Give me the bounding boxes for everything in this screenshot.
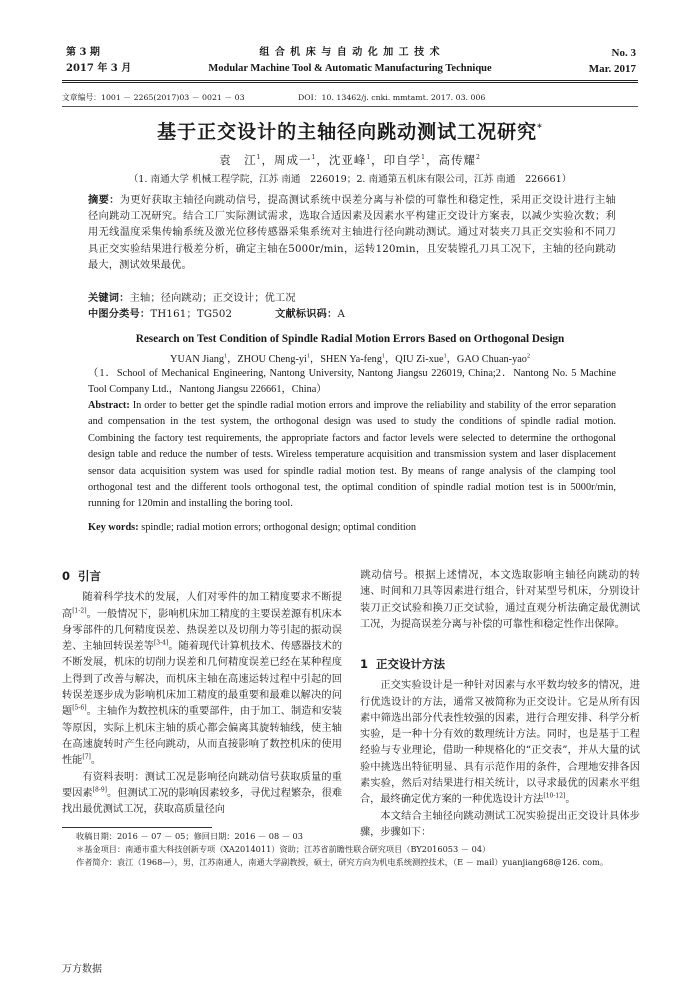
header-issue-en: No. 3 xyxy=(611,47,636,59)
footnote-author: 作者简介：袁江（1968—），男，江苏南通人，南通大学副教授，硕士，研究方向为机电系统测控技术，（E － mail）yuanjiang68@126. com。 xyxy=(76,857,609,867)
author-en: GAO Chuan-yao xyxy=(456,354,527,365)
header-journal-en: Modular Machine Tool & Automatic Manufacturing Technique xyxy=(208,63,492,74)
doc-code: A xyxy=(337,309,346,320)
continued-text: 跳动信号。根据上述情况，本文选取影响主轴径向跳动的转速、时间和刀具等因素进行组合，针对某型号机床，分别设计装刀正交试验和换刀正交试验，通过直观分析法确定最优测试工况，为提高误差分离与补偿的可靠性和稳定性作出保障。 xyxy=(360,570,640,630)
citation: [7] xyxy=(82,753,91,761)
text: 。随着现代计算机技术、传感器技术的不断发展，机床的切削力误差和几何精度误差已经在某种程度上得到了改善与解决，而机床主轴在高速运转过程中引起的回转误差逐步成为影响机床加工精度的最重要和最难以解决的问题 xyxy=(62,641,343,718)
author-aff: 2 xyxy=(526,353,530,360)
author-en: YUAN Jiang xyxy=(170,354,225,365)
abstract-en-text: In order to better get the spindle radial motion errors and improve the reliability and stability of the error separation and compensation in the test system, the orthogonal design was used to study the conditions of spindle radial motion. Combining the factory test requirements, the appropriate factors and factor levels were selected to determine the orthogonal design table and reduce the number of tests. Wireless temperature acquisition and transmission system and laser displacement sensor data acquisition system was used for spindle radial motion test. By means of range analysis of the clamping tool orthogonal test and the different tools orthogonal test, the optimal condition of spindle radial motion test is in 5000r/min, running for 120min and installing the boring tool. xyxy=(88,400,616,510)
author-aff: 1 xyxy=(224,353,228,360)
title-cn-text: 基于正交设计的主轴径向跳动测试工况研究 xyxy=(157,121,538,143)
author-aff: 1 xyxy=(366,154,372,162)
paragraph xyxy=(62,770,342,819)
doc-code-label: 文献标识码： xyxy=(275,308,338,320)
paragraph xyxy=(62,590,342,769)
citation: [3-4] xyxy=(153,639,169,647)
title-en: Research on Test Condition of Spindle Radial Motion Errors Based on Orthogonal Design xyxy=(135,333,565,345)
paragraph-continued xyxy=(360,568,640,650)
affiliations-cn: （1. 南通大学 机械工程学院，江苏 南通 226019；2. 南通第五机床有限公司，江苏 南通 226661） xyxy=(128,174,572,185)
header-date-cn: 2017 年 3 月 xyxy=(66,63,132,74)
right-column xyxy=(360,568,640,841)
author-cn: 袁 江 xyxy=(219,153,257,167)
header-rule xyxy=(62,80,638,81)
author-cn: 沈亚峰 xyxy=(328,153,367,167)
text: 正交实验设计是一种针对因素与水平数均较多的情况，进行优选设计的方法，通常又被简称为正交设计。它是从所有因素中筛选出部分代表性较强的因素，进行合理安排、科学分析实验，是一种十分有效的数理统计方法。同时，也是基于工程经验与专业理论，借助一种规格化的“正交表”，并从大量的试验中挑选出特征明显、具有示范作用的条件，合理地安排各因素实验，然后对结果进行相关统计，以寻求最优的因素水平组合，最终确定优方案的一种优选设计方法 xyxy=(360,680,640,806)
footnotes xyxy=(76,830,636,869)
footnote-received: 收稿日期：2016 － 07 － 05；修回日期：2016 － 08 － 03 xyxy=(76,831,303,841)
classification-cn xyxy=(88,306,616,323)
header-rule-2 xyxy=(62,82,638,83)
author-en: QIU Zi-xue xyxy=(395,354,444,365)
footnote-rule xyxy=(62,827,212,828)
keywords-cn-text: 主轴；径向跳动；正交设计；优工况 xyxy=(129,293,296,304)
footnote-fund: ＊基金项目：南通市重大科技创新专项（XA2014011）资助；江苏省前瞻性联合研究项目（BY2016053 － 04） xyxy=(76,844,491,854)
author-aff: 2 xyxy=(475,154,481,162)
keywords-cn xyxy=(88,290,616,307)
class-code: TH161；TG502 xyxy=(150,309,233,320)
author-en: ZHOU Cheng-yi xyxy=(237,354,307,365)
author-cn: 印自学 xyxy=(383,153,422,167)
text: 有资料表明：测试工况是影响径向跳动信号获取质量的重要因素 xyxy=(62,771,342,799)
text: 。但测试工况的影响因素较多，寻优过程繁杂，很难找出最优测试工况，获取高质量径向 xyxy=(62,787,342,816)
text: 随着科学技术的发展，人们对零件的加工精度要求不断提高 xyxy=(62,592,342,620)
header-date-en: Mar. 2017 xyxy=(588,63,636,75)
title-cn xyxy=(62,117,638,144)
section-0-heading xyxy=(62,568,342,584)
affiliations-en: （1．School of Mechanical Engineering, Nantong University, Nantong Jiangsu 226019, China;2．Nantong No. 5 Machine Tool Company Ltd.，Nantong Jiangsu 226661，China） xyxy=(88,368,616,396)
keywords-en xyxy=(88,520,616,536)
title-footnote-mark: * xyxy=(537,123,543,134)
abstract-cn-label: 摘要： xyxy=(88,194,120,206)
class-label: 中图分类号： xyxy=(88,308,151,320)
abstract-en-label: Abstract: xyxy=(88,400,130,411)
keywords-cn-label: 关键词： xyxy=(88,292,130,304)
citation: [8-9] xyxy=(92,786,107,794)
author-cn: 周成一 xyxy=(274,153,312,167)
author-aff: 1 xyxy=(311,154,317,162)
author-cn: 高传耀 xyxy=(438,153,476,167)
section-number: 0 xyxy=(62,569,71,583)
watermark: 万方数据 xyxy=(62,964,102,975)
section-number: 1 xyxy=(360,657,369,671)
keywords-en-label: Key words: xyxy=(88,522,139,533)
author-aff: 1 xyxy=(256,154,262,162)
keywords-en-text: spindle; radial motion errors; orthogonal design; optimal condition xyxy=(141,522,417,533)
authors-en: YUAN Jiang$^1$，ZHOU Cheng-$yi^1$，SHEN Ya-feng$^1$，QIU Zi-xue$^1$，GAO Chuan-yao$^2$ xyxy=(170,353,530,365)
author-en: SHEN Ya-feng xyxy=(320,354,382,365)
meta-rule xyxy=(62,106,638,107)
header-journal-cn: 组 合 机 床 与 自 动 化 加 工 技 术 xyxy=(259,47,441,58)
author-aff: 1 xyxy=(381,353,385,360)
authors-cn: 袁 江$^1$，周成一$^1$，沈亚峰$^1$，印自学$^1$，高传耀$^2$ xyxy=(219,153,481,167)
section-title: 引言 xyxy=(78,569,102,583)
citation: [10-12] xyxy=(543,792,566,800)
abstract-cn xyxy=(88,192,616,274)
left-column xyxy=(62,568,342,818)
abstract-cn-text: 为更好获取主轴径向跳动信号，提高测试系统中误差分离与补偿的可靠性和稳定性，采用正交设计进行主轴径向跳动工况研究。结合工厂实际测试需求，选取合适因素及因素水平构建正交设计方案表，以减少实验次数；利用无线温度采集传输系统及激光位移传感器采集系统对主轴进行径向跳动测试。通过对装夹刀具正交实验和不同刀具正交实验结果进行极差分析，确定主轴在5000r/min，运转120min，且安装镗孔刀具工况下，主轴的径向跳动最大，测试效果最优。 xyxy=(88,195,616,271)
article-number: 文章编号：1001 － 2265(2017)03 － 0021 － 03 xyxy=(62,93,245,102)
author-aff: 1 xyxy=(421,154,426,162)
author-aff: 1 xyxy=(443,353,447,360)
paragraph xyxy=(360,678,640,808)
citation: [5-6] xyxy=(72,704,87,712)
doi: DOI：10. 13462/j. cnki. mmtamt. 2017. 03. 006 xyxy=(298,93,486,102)
citation: [1-2] xyxy=(72,607,87,615)
text: 。 xyxy=(90,755,102,767)
author-aff: 1 xyxy=(306,353,310,360)
header-issue-cn: 第 3 期 xyxy=(66,47,100,58)
text: 。主轴作为数控机床的重要部件，由于加工、制造和安装等原因，实际上机床主轴的质心都会偏离其旋转轴线，使主轴在高速旋转时产生径向跳动，从而直接影响了数控机床的使用性能 xyxy=(62,706,342,767)
section-title: 正交设计方法 xyxy=(376,657,446,671)
text: 。一般情况下，影响机床加工精度的主要误差源有机床本身零部件的几何精度误差、热误差以及切削力等引起的振动误差、主轴回转误差等 xyxy=(62,608,342,653)
abstract-en xyxy=(88,398,616,513)
section-1-heading xyxy=(360,656,640,672)
paragraph: 本文结合主轴径向跳动测试工况实验提出正交设计具体步骤，步骤如下： xyxy=(360,810,640,838)
text: 。 xyxy=(565,794,576,806)
